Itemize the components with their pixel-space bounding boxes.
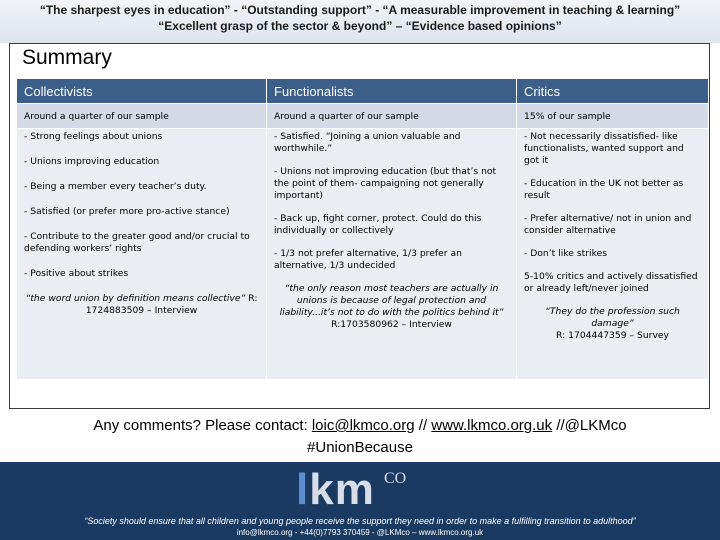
list-item: - Prefer alternative/ not in union and consider alternative [524, 213, 692, 236]
quote-text: “the word union by definition means collective” [25, 293, 246, 304]
quote-text: “the only reason most teachers are actually in unions is because of legal protection and liability...it’s not to do with the politics behind it” [279, 283, 504, 318]
quote-text: “They do the profession such damage” [545, 306, 680, 329]
lkmco-logo: lkm [296, 465, 375, 514]
list-item: - Education in the UK not better as result [524, 178, 684, 201]
website-link[interactable]: www.lkmco.org.uk [431, 417, 553, 434]
page-title: Summary [22, 46, 112, 69]
table-header-row [17, 79, 709, 104]
list-item: - Positive about strikes [24, 268, 129, 279]
email-link[interactable]: loic@lkmco.org [311, 417, 415, 434]
testimonial-banner [0, 0, 720, 43]
contact-prefix: Any comments? Please contact: [93, 417, 312, 434]
quote-reference: R:1703580962 – Interview [331, 319, 452, 330]
critics-cell [517, 129, 709, 380]
hashtag: #UnionBecause [307, 439, 413, 456]
quote-reference: R: 1704447359 – Survey [556, 330, 669, 341]
quote-reference: R: 1724883509 – Interview [85, 293, 258, 316]
list-item: - Back up, fight corner, protect. Could do this individually or collectively [274, 213, 482, 236]
list-item: - 1/3 not prefer alternative, 1/3 prefer an alternative, 1/3 undecided [274, 248, 462, 271]
column-header-functionalists: Functionalists [267, 79, 517, 104]
table-subheader-row [17, 104, 709, 129]
table-body-row [17, 129, 709, 380]
list-item: - Don’t like strikes [524, 248, 608, 259]
footer-motto: “Society should ensure that all children and young people receive the support they need in order to make a fulfilling transition to adulthood” [84, 516, 636, 526]
collectivists-cell [17, 129, 267, 380]
separator: // [414, 417, 432, 434]
column-header-critics: Critics [517, 79, 709, 104]
list-item: - Unions improving education [24, 156, 160, 167]
lkmco-logo-co: CO [384, 470, 407, 487]
footer-contact: info@lkmco.org - +44(0)7793 370459 - @LKMco – www.lkmco.org.uk [236, 528, 484, 537]
list-item: - Being a member every teacher’s duty. [24, 181, 207, 192]
functionalists-cell [267, 129, 517, 380]
sample-share-collectivists: Around a quarter of our sample [17, 104, 267, 129]
list-item: - Contribute to the greater good and/or crucial to defending workers’ rights [24, 231, 250, 254]
list-item: - Not necessarily dissatisfied- like functionalists, wanted support and got it [524, 131, 684, 166]
testimonial-line-2: “Excellent grasp of the sector & beyond” – “Evidence based opinions” [158, 19, 562, 33]
list-item: - Satisfied. “Joining a union valuable and worthwhile.” [274, 131, 461, 154]
testimonial-line-1: “The sharpest eyes in education” - “Outstanding support” - “A measurable improvement in teaching & learning” [39, 3, 681, 17]
twitter-handle: //@LKMco [552, 417, 627, 434]
functionalists-quote [274, 283, 509, 331]
list-item: - Strong feelings about unions [24, 131, 163, 142]
collectivists-quote [24, 293, 259, 317]
sample-share-critics: 15% of our sample [517, 104, 709, 129]
list-item: - Satisfied (or prefer more pro-active stance) [24, 206, 230, 217]
list-item: - Unions not improving education (but that’s not the point of them- campaigning not generally important) [274, 166, 497, 201]
summary-table [16, 78, 709, 380]
contact-line [0, 417, 720, 434]
sample-share-functionalists: Around a quarter of our sample [267, 104, 517, 129]
critics-quote [524, 306, 701, 342]
list-item: 5-10% critics and actively dissatisfied or already left/never joined [524, 271, 698, 294]
column-header-collectivists: Collectivists [17, 79, 267, 104]
